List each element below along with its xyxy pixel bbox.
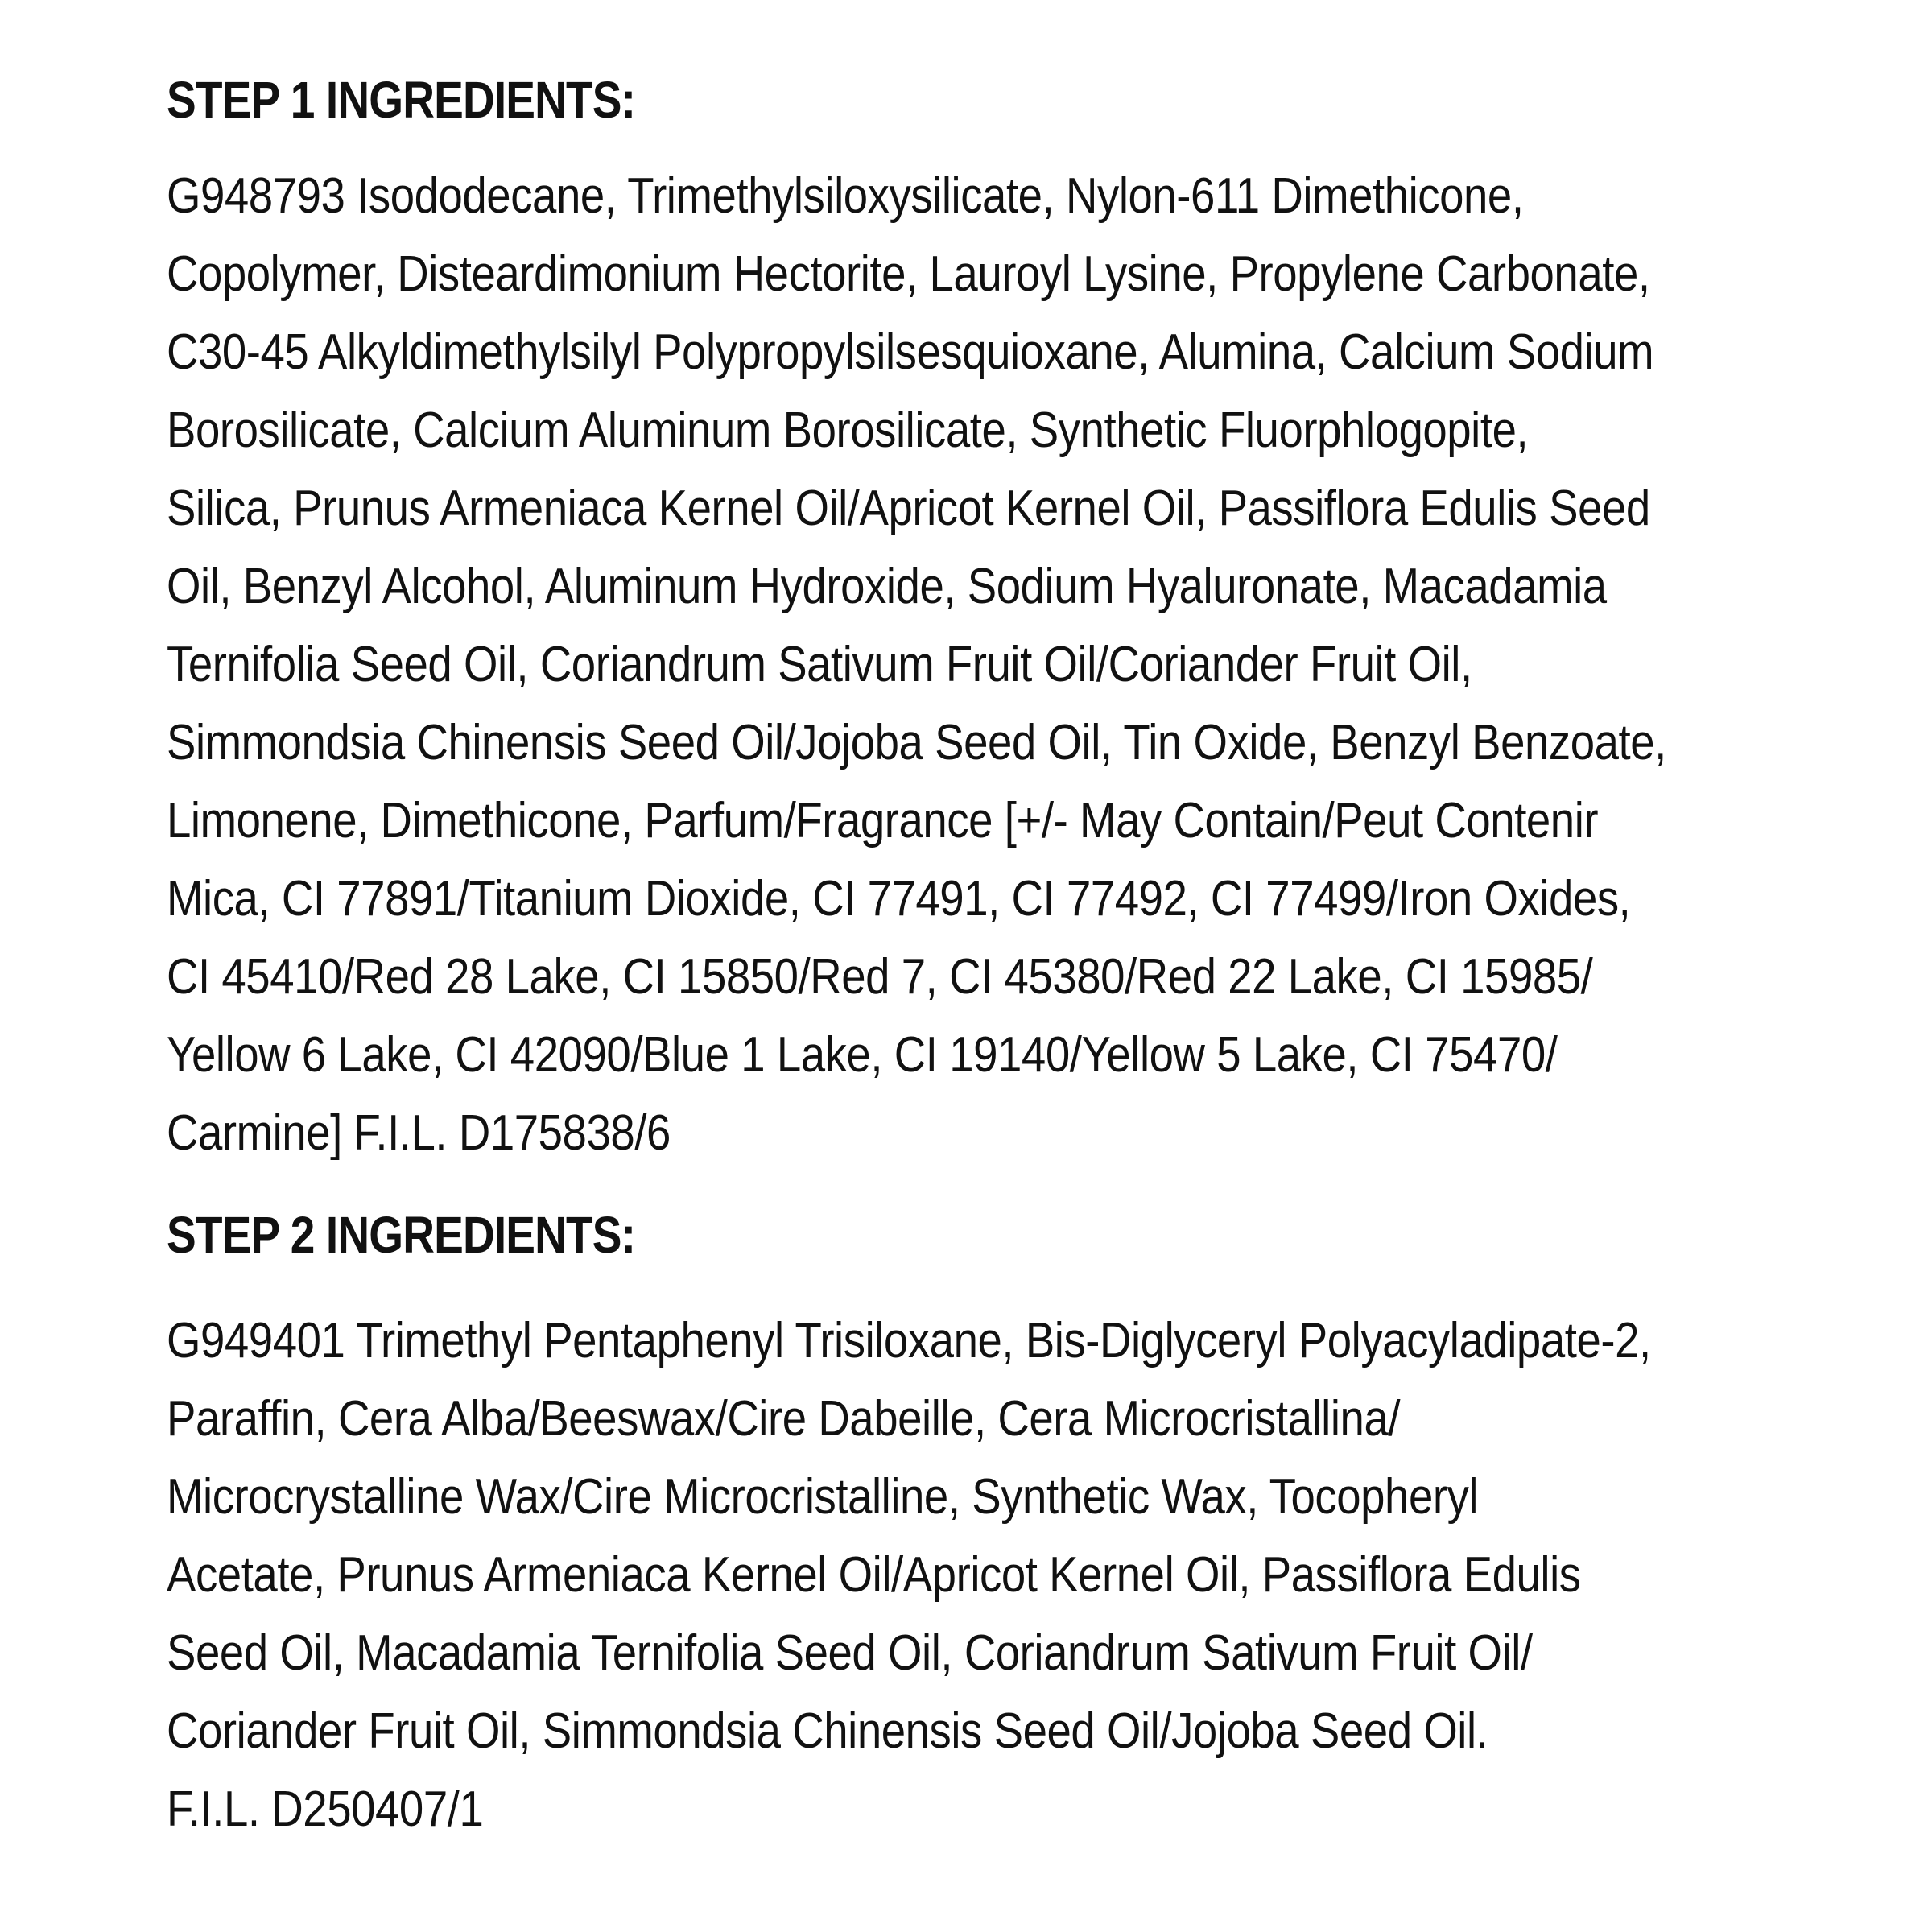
step1-line: Copolymer, Disteardimonium Hectorite, Lauroyl Lysine, Propylene Carbonate, — [167, 246, 1650, 302]
step1-line: C30-45 Alkyldimethylsilyl Polypropylsilsesquioxane, Alumina, Calcium Sodium — [167, 324, 1654, 380]
step1-line: Yellow 6 Lake, CI 42090/Blue 1 Lake, CI 19140/Yellow 5 Lake, CI 75470/ — [167, 1027, 1558, 1083]
step2-line: Coriander Fruit Oil, Simmondsia Chinensis Seed Oil/Jojoba Seed Oil. — [167, 1703, 1488, 1759]
step1-line: CI 45410/Red 28 Lake, CI 15850/Red 7, CI 45380/Red 22 Lake, CI 15985/ — [167, 949, 1593, 1005]
step1-line: Limonene, Dimethicone, Parfum/Fragrance [+/- May Contain/Peut Contenir — [167, 793, 1599, 848]
step1-heading: STEP 1 INGREDIENTS: — [167, 71, 636, 129]
step2-line: Microcrystalline Wax/Cire Microcristalline, Synthetic Wax, Tocopheryl — [167, 1469, 1479, 1525]
step1-line: Borosilicate, Calcium Aluminum Borosilicate, Synthetic Fluorphlogopite, — [167, 402, 1529, 458]
step2-line: Acetate, Prunus Armeniaca Kernel Oil/Apricot Kernel Oil, Passiflora Edulis — [167, 1547, 1581, 1603]
step2-line: G949401 Trimethyl Pentaphenyl Trisiloxane, Bis-Diglyceryl Polyacyladipate-2, — [167, 1313, 1651, 1368]
step1-line: Mica, CI 77891/Titanium Dioxide, CI 77491, CI 77492, CI 77499/Iron Oxides, — [167, 871, 1631, 927]
step1-line: Carmine] F.I.L. D175838/6 — [167, 1105, 671, 1161]
step1-line: Ternifolia Seed Oil, Coriandrum Sativum Fruit Oil/Coriander Fruit Oil, — [167, 637, 1472, 692]
step2-line: Paraffin, Cera Alba/Beeswax/Cire Dabeille, Cera Microcristallina/ — [167, 1391, 1401, 1447]
step1-line: Silica, Prunus Armeniaca Kernel Oil/Apricot Kernel Oil, Passiflora Edulis Seed — [167, 481, 1650, 536]
step2-line: Seed Oil, Macadamia Ternifolia Seed Oil, Coriandrum Sativum Fruit Oil/ — [167, 1625, 1533, 1681]
step2-ingredients — [167, 1302, 1853, 1848]
step1-ingredients — [167, 157, 1871, 1172]
step2-heading: STEP 2 INGREDIENTS: — [167, 1206, 636, 1264]
step2-line: F.I.L. D250407/1 — [167, 1781, 484, 1837]
step1-line: Oil, Benzyl Alcohol, Aluminum Hydroxide, Sodium Hyaluronate, Macadamia — [167, 559, 1607, 614]
step1-line: G948793 Isododecane, Trimethylsiloxysilicate, Nylon-611 Dimethicone, — [167, 168, 1524, 224]
step1-line: Simmondsia Chinensis Seed Oil/Jojoba Seed Oil, Tin Oxide, Benzyl Benzoate, — [167, 715, 1666, 770]
